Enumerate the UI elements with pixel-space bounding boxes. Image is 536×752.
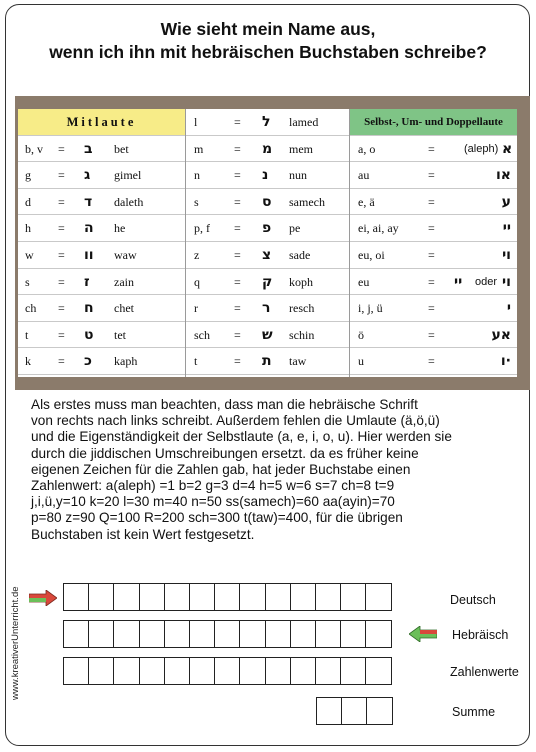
- letter-name: daleth: [114, 194, 144, 209]
- letter-box[interactable]: [315, 620, 342, 648]
- paragraph-line: Buchstaben ist kein Wert festgesetzt.: [31, 526, 255, 542]
- hebraeisch-boxes[interactable]: [63, 620, 390, 648]
- latin-letters: ö: [358, 327, 364, 342]
- table-row: [18, 242, 185, 269]
- hebrew-letter: וו: [84, 247, 94, 263]
- letter-box[interactable]: [290, 583, 317, 611]
- table-row: [186, 136, 349, 163]
- letter-box[interactable]: [164, 620, 191, 648]
- latin-letters: u: [358, 354, 364, 369]
- letter-name: kaph: [114, 354, 138, 369]
- letter-name: chet: [114, 301, 134, 316]
- hebrew-letter: ט: [84, 326, 94, 343]
- hebrew-letter: ס: [262, 193, 272, 210]
- table-row: [186, 162, 349, 189]
- vowels-header: Selbst-, Um- und Doppellaute: [350, 109, 517, 136]
- latin-letters: a, o: [358, 141, 376, 156]
- label-summe: Summe: [452, 705, 496, 719]
- equals-sign: =: [234, 221, 241, 236]
- letter-box[interactable]: [88, 657, 115, 685]
- letter-box[interactable]: [139, 583, 166, 611]
- letter-box[interactable]: [340, 657, 367, 685]
- paragraph-line: j,i,ü,y=10 k=20 l=30 m=40 n=50 ss(samech)=60 aa(ayin)=70: [31, 494, 395, 510]
- equals-sign: =: [428, 168, 435, 183]
- latin-letters: t: [194, 354, 198, 369]
- letter-box[interactable]: [315, 583, 342, 611]
- equals-sign: =: [234, 168, 241, 183]
- equals-sign: =: [234, 274, 241, 289]
- table-row: [18, 162, 185, 189]
- letter-box[interactable]: [214, 657, 241, 685]
- equals-sign: =: [428, 141, 435, 156]
- label-deutsch: Deutsch: [450, 593, 496, 607]
- hebrew-letter: אע: [491, 326, 511, 343]
- letter-name: bet: [114, 141, 129, 156]
- table-row: [350, 189, 517, 216]
- letter-name: pe: [289, 221, 301, 236]
- latin-letters: d: [25, 194, 31, 209]
- letter-name: samech: [289, 194, 325, 209]
- hebrew-letter: וי: [502, 273, 511, 290]
- latin-letters: t: [25, 327, 29, 342]
- latin-letters: b, v: [25, 141, 43, 156]
- letter-box[interactable]: [365, 657, 392, 685]
- table-row: [350, 242, 517, 269]
- hebrew-letter: ד: [84, 193, 93, 210]
- hebrew-letter: ר: [262, 300, 271, 317]
- letter-name: lamed: [289, 115, 319, 129]
- hebrew-letter: א: [502, 140, 513, 157]
- table-row: [350, 322, 517, 349]
- table-row: [350, 162, 517, 189]
- hebrew-letter: יי: [454, 273, 463, 290]
- hebrew-letter: ל: [262, 114, 271, 130]
- letter-name: zain: [114, 274, 134, 289]
- letter-box[interactable]: [164, 657, 191, 685]
- table-row: [18, 322, 185, 349]
- letter-box[interactable]: [189, 657, 216, 685]
- latin-letters: m: [194, 141, 204, 156]
- equals-sign: =: [58, 301, 65, 316]
- equals-sign: =: [428, 327, 435, 342]
- deutsch-boxes[interactable]: [63, 583, 390, 611]
- letter-name: sade: [289, 248, 311, 262]
- table-row: [18, 348, 185, 375]
- hebrew-letter: ז: [84, 273, 90, 290]
- letter-box[interactable]: [63, 583, 90, 611]
- alphabet-table: [18, 109, 517, 377]
- latin-letters: i, j, ü: [358, 301, 383, 316]
- equals-sign: =: [234, 354, 241, 369]
- latin-letters: h: [25, 221, 31, 236]
- latin-letters: p, f: [194, 221, 210, 236]
- equals-sign: =: [234, 301, 241, 316]
- latin-letters: w: [25, 248, 34, 262]
- hebrew-letter: וי: [502, 247, 511, 263]
- letter-name: schin: [289, 327, 315, 342]
- table-row: [186, 269, 349, 296]
- letter-box[interactable]: [265, 620, 292, 648]
- table-row: [350, 215, 517, 242]
- letter-box[interactable]: [139, 657, 166, 685]
- hebrew-letter: ש: [262, 326, 273, 343]
- table-row: [186, 109, 349, 136]
- paragraph-line: p=80 z=90 Q=100 R=200 sch=300 t(taw)=400, für die übrigen: [31, 510, 403, 526]
- letter-name: koph: [289, 274, 313, 289]
- latin-letters: g: [25, 168, 31, 183]
- table-row: [186, 189, 349, 216]
- letter-box[interactable]: [239, 583, 266, 611]
- equals-sign: =: [234, 194, 241, 209]
- latin-letters: eu, oi: [358, 248, 385, 262]
- letter-box[interactable]: [290, 620, 317, 648]
- equals-sign: =: [234, 115, 241, 129]
- equals-sign: =: [58, 141, 65, 156]
- letter-box[interactable]: [88, 583, 115, 611]
- latin-letters: z: [194, 248, 200, 262]
- hebrew-letter: ו·: [500, 353, 511, 370]
- letter-box[interactable]: [239, 620, 266, 648]
- summe-boxes[interactable]: [316, 697, 392, 725]
- letter-name: taw: [289, 354, 307, 369]
- letter-box[interactable]: [366, 697, 393, 725]
- letter-box[interactable]: [365, 620, 392, 648]
- letter-box[interactable]: [265, 657, 292, 685]
- equals-sign: =: [58, 327, 65, 342]
- letter-name: resch: [289, 301, 315, 316]
- paragraph-line: eigenen Zeichen für die Zahlen gab, hat jeder Buchstabe einen: [31, 461, 411, 477]
- hebrew-letter: ג: [84, 167, 91, 184]
- letter-box[interactable]: [63, 620, 90, 648]
- latin-letters: k: [25, 354, 31, 369]
- equals-sign: =: [58, 194, 65, 209]
- table-row: [18, 269, 185, 296]
- letter-box[interactable]: [214, 620, 241, 648]
- label-hebraeisch: Hebräisch: [452, 628, 509, 642]
- equals-sign: =: [58, 221, 65, 236]
- table-row: [186, 242, 349, 269]
- latin-letters: q: [194, 274, 200, 289]
- letter-box[interactable]: [113, 583, 140, 611]
- table-row: [186, 215, 349, 242]
- hebrew-letter: ת: [262, 353, 272, 370]
- paragraph-line: und die Eigenständigkeit der Selbstlaute (a, e, i, o, u). Hier werden sie: [31, 429, 452, 445]
- letter-box[interactable]: [139, 620, 166, 648]
- consonants-column-1: [18, 109, 185, 377]
- hebrew-letter: ח: [84, 300, 94, 317]
- letter-box[interactable]: [113, 657, 140, 685]
- table-row: [350, 136, 517, 163]
- consonants-column-2: [186, 109, 349, 377]
- hebrew-letter: י: [506, 300, 511, 317]
- hebrew-letter: ק: [262, 273, 273, 290]
- letter-box[interactable]: [214, 583, 241, 611]
- zahlenwerte-boxes[interactable]: [63, 657, 390, 685]
- table-row: [18, 215, 185, 242]
- latin-letters: n: [194, 168, 200, 183]
- hebrew-letter: יי: [502, 220, 511, 237]
- letter-name: nun: [289, 168, 307, 183]
- latin-letters: e, ä: [358, 194, 375, 209]
- letter-box[interactable]: [265, 583, 292, 611]
- letter-box[interactable]: [63, 657, 90, 685]
- latin-letters: l: [194, 115, 198, 129]
- arrow-right-icon: [29, 590, 57, 606]
- latin-letters: ch: [25, 301, 37, 316]
- equals-sign: =: [428, 301, 435, 316]
- equals-sign: =: [58, 354, 65, 369]
- letter-box[interactable]: [315, 657, 342, 685]
- equals-sign: =: [428, 221, 435, 236]
- table-row: [350, 348, 517, 375]
- letter-box[interactable]: [189, 583, 216, 611]
- letter-box[interactable]: [316, 697, 343, 725]
- letter-box[interactable]: [365, 583, 392, 611]
- table-row: [186, 295, 349, 322]
- latin-letters: au: [358, 168, 370, 183]
- table-row: [350, 269, 517, 296]
- explanation-paragraph: [31, 397, 521, 543]
- vowels-column: [350, 109, 517, 377]
- table-row: [18, 295, 185, 322]
- table-row: [18, 189, 185, 216]
- paragraph-line: von rechts nach links schreibt. Außerdem fehlen die Umlaute (ä,ö,ü): [31, 413, 440, 429]
- latin-letters: s: [25, 274, 30, 289]
- hebrew-letter: מ: [262, 140, 273, 157]
- latin-letters: eu: [358, 274, 370, 289]
- hebrew-letter: או: [496, 167, 511, 184]
- equals-sign: =: [234, 248, 241, 262]
- equals-sign: =: [428, 194, 435, 209]
- table-row: [350, 295, 517, 322]
- hebrew-letter: פ: [262, 220, 272, 237]
- letter-box[interactable]: [340, 620, 367, 648]
- table-row: [186, 348, 349, 375]
- arrow-left-icon: [409, 626, 437, 642]
- note-text: (aleph): [464, 142, 499, 155]
- hebrew-letter: ה: [84, 220, 94, 237]
- latin-letters: sch: [194, 327, 210, 342]
- equals-sign: =: [428, 354, 435, 369]
- letter-name: waw: [114, 248, 137, 262]
- letter-name: mem: [289, 141, 313, 156]
- paragraph-line: Als erstes muss man beachten, dass man die hebräische Schrift: [31, 397, 418, 412]
- equals-sign: =: [428, 248, 435, 262]
- latin-letters: r: [194, 301, 198, 316]
- note-text: oder: [475, 275, 498, 288]
- page-title: [0, 18, 536, 64]
- hebrew-letter: צ: [262, 247, 272, 263]
- letter-name: gimel: [114, 168, 142, 183]
- letter-box[interactable]: [341, 697, 368, 725]
- title-line-1: Wie sieht mein Name aus,: [160, 19, 376, 39]
- latin-letters: ei, ai, ay: [358, 221, 399, 236]
- table-row: [18, 136, 185, 163]
- letter-box[interactable]: [290, 657, 317, 685]
- letter-name: he: [114, 221, 126, 236]
- equals-sign: =: [234, 327, 241, 342]
- hebrew-letter: כ: [84, 353, 92, 370]
- latin-letters: s: [194, 194, 199, 209]
- website-credit: www.kreativerUnterricht.de: [10, 586, 21, 700]
- table-row: [186, 322, 349, 349]
- letter-name: tet: [114, 327, 126, 342]
- equals-sign: =: [234, 141, 241, 156]
- paragraph-line: durch die jiddischen Umschreibungen ersetzt. da es früher keine: [31, 445, 419, 461]
- letter-box[interactable]: [239, 657, 266, 685]
- equals-sign: =: [58, 168, 65, 183]
- letter-box[interactable]: [88, 620, 115, 648]
- equals-sign: =: [428, 274, 435, 289]
- consonants-header: Mitlaute: [18, 109, 185, 136]
- letter-box[interactable]: [164, 583, 191, 611]
- equals-sign: =: [58, 274, 65, 289]
- letter-box[interactable]: [189, 620, 216, 648]
- letter-box[interactable]: [113, 620, 140, 648]
- hebrew-letter: ע: [501, 193, 511, 210]
- title-line-2: wenn ich ihn mit hebräischen Buchstaben schreibe?: [49, 42, 487, 62]
- hebrew-letter: נ: [262, 167, 269, 184]
- letter-box[interactable]: [340, 583, 367, 611]
- equals-sign: =: [58, 248, 65, 262]
- label-zahlenwerte: Zahlenwerte: [450, 665, 519, 679]
- paragraph-line: Zahlenwert: a(aleph) =1 b=2 g=3 d=4 h=5 w=6 s=7 ch=8 t=9: [31, 478, 395, 494]
- hebrew-letter: ב: [84, 140, 93, 157]
